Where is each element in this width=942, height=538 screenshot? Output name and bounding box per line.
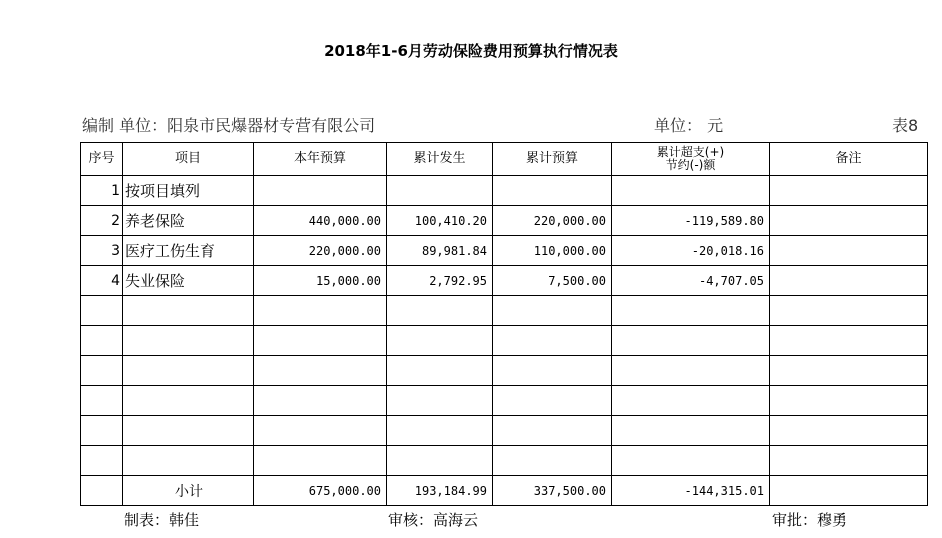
subtotal-label: 小计	[123, 476, 254, 506]
budget-execution-table	[80, 142, 928, 506]
reviewed-by-signature: 审核：高海云	[388, 511, 479, 529]
cell-variance	[612, 176, 770, 206]
empty-row	[81, 356, 928, 386]
empty-row	[81, 386, 928, 416]
cell-cumulative-budget: 220,000.00	[493, 206, 612, 236]
cell-cumulative-budget: 7,500.00	[493, 266, 612, 296]
prepared-by-signature: 制表：韩佳	[124, 511, 200, 529]
table-header-row	[81, 143, 928, 176]
table-row	[81, 266, 928, 296]
cell-remark	[770, 176, 928, 206]
cell-item: 医疗工伤生育	[123, 236, 254, 266]
cell-item: 按项目填列	[123, 176, 254, 206]
cell-seq: 3	[81, 236, 123, 266]
header-variance	[612, 143, 770, 176]
cell-annual-budget	[254, 176, 387, 206]
cell-seq: 4	[81, 266, 123, 296]
subtotal-row	[81, 476, 928, 506]
table-number-label: 表8	[892, 116, 919, 135]
cell-cumulative-actual	[387, 176, 493, 206]
cell-variance: -4,707.05	[612, 266, 770, 296]
subtotal-cumulative-budget: 337,500.00	[493, 476, 612, 506]
empty-row	[81, 296, 928, 326]
subtotal-annual-budget: 675,000.00	[254, 476, 387, 506]
cell-cumulative-budget	[493, 176, 612, 206]
subtotal-remark	[770, 476, 928, 506]
header-cumulative-budget: 累计预算	[493, 143, 612, 176]
header-seq: 序号	[81, 143, 123, 176]
cell-seq: 1	[81, 176, 123, 206]
cell-item: 养老保险	[123, 206, 254, 236]
header-item: 项目	[123, 143, 254, 176]
cell-seq: 2	[81, 206, 123, 236]
organization-label: 编制 单位：阳泉市民爆器材专营有限公司	[82, 116, 376, 135]
table-row	[81, 176, 928, 206]
cell-cumulative-actual: 100,410.20	[387, 206, 493, 236]
header-annual-budget: 本年预算	[254, 143, 387, 176]
subtotal-seq-cell	[81, 476, 123, 506]
subtotal-cumulative-actual: 193,184.99	[387, 476, 493, 506]
table-row	[81, 206, 928, 236]
cell-variance: -119,589.80	[612, 206, 770, 236]
cell-remark	[770, 236, 928, 266]
approved-by-signature: 审批：穆勇	[772, 511, 848, 529]
header-remark: 备注	[770, 143, 928, 176]
currency-unit-label: 单位： 元	[654, 116, 724, 135]
header-variance-line1: 累计超支(+)	[656, 145, 725, 159]
header-cumulative-actual: 累计发生	[387, 143, 493, 176]
cell-remark	[770, 266, 928, 296]
cell-cumulative-actual: 89,981.84	[387, 236, 493, 266]
table-row	[81, 236, 928, 266]
cell-annual-budget: 440,000.00	[254, 206, 387, 236]
cell-cumulative-actual: 2,792.95	[387, 266, 493, 296]
empty-row	[81, 326, 928, 356]
cell-remark	[770, 206, 928, 236]
cell-cumulative-budget: 110,000.00	[493, 236, 612, 266]
cell-item: 失业保险	[123, 266, 254, 296]
cell-annual-budget: 15,000.00	[254, 266, 387, 296]
report-title: 2018年1-6月劳动保险费用预算执行情况表	[324, 42, 618, 60]
subtotal-variance: -144,315.01	[612, 476, 770, 506]
header-variance-line2: 节约(-)额	[665, 158, 716, 172]
empty-row	[81, 416, 928, 446]
empty-row	[81, 446, 928, 476]
cell-variance: -20,018.16	[612, 236, 770, 266]
cell-annual-budget: 220,000.00	[254, 236, 387, 266]
